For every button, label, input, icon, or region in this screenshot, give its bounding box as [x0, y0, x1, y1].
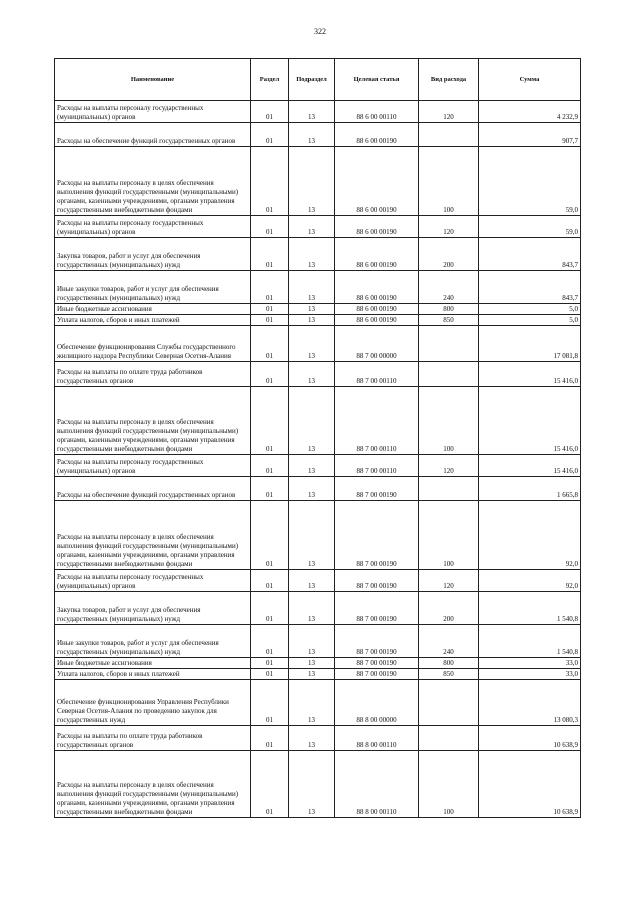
header-summa: Сумма [479, 59, 581, 101]
cell-vid: 120 [419, 570, 479, 592]
cell-celevaya: 88 7 00 00110 [335, 362, 419, 387]
cell-vid: 120 [419, 101, 479, 123]
table-row [55, 271, 581, 304]
cell-celevaya: 88 6 00 00190 [335, 123, 419, 147]
budget-table [54, 58, 581, 818]
cell-podrazdel: 13 [289, 123, 335, 147]
cell-podrazdel: 13 [289, 101, 335, 123]
table-row [55, 216, 581, 238]
table-row [55, 315, 581, 326]
header-vid-rashoda: Вид расхода [419, 59, 479, 101]
cell-celevaya: 88 7 00 00190 [335, 570, 419, 592]
header-razdel: Раздел [251, 59, 289, 101]
cell-podrazdel: 13 [289, 147, 335, 216]
cell-celevaya: 88 7 00 00000 [335, 326, 419, 362]
cell-vid: 100 [419, 147, 479, 216]
cell-podrazdel: 13 [289, 271, 335, 304]
cell-vid: 120 [419, 455, 479, 477]
cell-podrazdel: 13 [289, 658, 335, 669]
cell-celevaya: 88 7 00 00190 [335, 501, 419, 570]
cell-vid [419, 362, 479, 387]
cell-summa: 1 665,8 [479, 477, 581, 501]
cell-name: Расходы на выплаты по оплате труда работников государственных органов [55, 362, 251, 387]
cell-summa: 10 638,9 [479, 751, 581, 818]
cell-summa: 92,0 [479, 570, 581, 592]
table-row [55, 570, 581, 592]
cell-razdel: 01 [251, 625, 289, 658]
cell-name: Расходы на выплаты персоналу в целях обеспечения выполнения функций государственными (муниципальными) органами, казенными учреждениями, органами управления государственными внебюджетными фондами [55, 387, 251, 455]
cell-celevaya: 88 6 00 00190 [335, 238, 419, 271]
table-row [55, 362, 581, 387]
table-row [55, 123, 581, 147]
cell-podrazdel: 13 [289, 592, 335, 625]
cell-vid: 100 [419, 387, 479, 455]
table-row [55, 669, 581, 680]
cell-razdel: 01 [251, 592, 289, 625]
table-row [55, 387, 581, 455]
cell-summa: 10 638,9 [479, 726, 581, 751]
cell-celevaya: 88 7 00 00190 [335, 625, 419, 658]
cell-podrazdel: 13 [289, 625, 335, 658]
cell-name: Расходы на выплаты персоналу в целях обеспечения выполнения функций государственными (муниципальными) органами, казенными учреждениями, органами управления государственными внебюджетными фондами [55, 501, 251, 570]
page-number: 322 [314, 27, 326, 36]
cell-vid: 120 [419, 216, 479, 238]
cell-celevaya: 88 6 00 00190 [335, 147, 419, 216]
cell-podrazdel: 13 [289, 216, 335, 238]
cell-summa: 59,0 [479, 147, 581, 216]
cell-celevaya: 88 6 00 00190 [335, 315, 419, 326]
cell-celevaya: 88 8 00 00110 [335, 751, 419, 818]
cell-vid: 100 [419, 501, 479, 570]
cell-podrazdel: 13 [289, 669, 335, 680]
cell-podrazdel: 13 [289, 304, 335, 315]
cell-name: Уплата налогов, сборов и иных платежей [55, 669, 251, 680]
cell-celevaya: 88 6 00 00110 [335, 101, 419, 123]
header-podrazdel: Подраздел [289, 59, 335, 101]
cell-podrazdel: 13 [289, 477, 335, 501]
cell-summa: 907,7 [479, 123, 581, 147]
header-row [55, 59, 581, 101]
cell-vid [419, 123, 479, 147]
cell-vid: 240 [419, 625, 479, 658]
cell-name: Расходы на выплаты персоналу государственных (муниципальных) органов [55, 101, 251, 123]
cell-razdel: 01 [251, 726, 289, 751]
cell-summa: 5,0 [479, 304, 581, 315]
table-row [55, 477, 581, 501]
cell-name: Закупка товаров, работ и услуг для обеспечения государственных (муниципальных) нужд [55, 592, 251, 625]
cell-podrazdel: 13 [289, 362, 335, 387]
cell-summa: 4 232,9 [479, 101, 581, 123]
cell-podrazdel: 13 [289, 501, 335, 570]
cell-celevaya: 88 6 00 00190 [335, 304, 419, 315]
cell-name: Расходы на выплаты персоналу государственных (муниципальных) органов [55, 216, 251, 238]
cell-vid: 800 [419, 658, 479, 669]
cell-podrazdel: 13 [289, 238, 335, 271]
cell-summa: 15 416,0 [479, 387, 581, 455]
cell-name: Расходы на выплаты персоналу государственных (муниципальных) органов [55, 455, 251, 477]
cell-podrazdel: 13 [289, 326, 335, 362]
cell-summa: 843,7 [479, 238, 581, 271]
cell-summa: 15 416,0 [479, 455, 581, 477]
cell-celevaya: 88 7 00 00190 [335, 669, 419, 680]
cell-summa: 13 080,3 [479, 680, 581, 726]
cell-podrazdel: 13 [289, 726, 335, 751]
cell-vid [419, 326, 479, 362]
cell-vid [419, 680, 479, 726]
table-row [55, 326, 581, 362]
cell-vid: 200 [419, 238, 479, 271]
cell-podrazdel: 13 [289, 315, 335, 326]
cell-podrazdel: 13 [289, 455, 335, 477]
cell-podrazdel: 13 [289, 570, 335, 592]
cell-summa: 15 416,0 [479, 362, 581, 387]
cell-summa: 17 081,8 [479, 326, 581, 362]
cell-razdel: 01 [251, 123, 289, 147]
cell-razdel: 01 [251, 455, 289, 477]
cell-vid [419, 726, 479, 751]
cell-summa: 59,0 [479, 216, 581, 238]
cell-celevaya: 88 7 00 00190 [335, 592, 419, 625]
cell-razdel: 01 [251, 362, 289, 387]
cell-razdel: 01 [251, 304, 289, 315]
cell-podrazdel: 13 [289, 387, 335, 455]
cell-name: Расходы на выплаты по оплате труда работников государственных органов [55, 726, 251, 751]
cell-name: Расходы на выплаты персоналу в целях обеспечения выполнения функций государственными (муниципальными) органами, казенными учреждениями, органами управления государственными внебюджетными фондами [55, 147, 251, 216]
cell-summa: 843,7 [479, 271, 581, 304]
cell-name: Расходы на выплаты персоналу государственных (муниципальных) органов [55, 570, 251, 592]
table-row [55, 658, 581, 669]
cell-name: Иные бюджетные ассигнования [55, 658, 251, 669]
cell-celevaya: 88 8 00 00110 [335, 726, 419, 751]
cell-name: Расходы на выплаты персоналу в целях обеспечения выполнения функций государственными (муниципальными) органами, казенными учреждениями, органами управления государственными внебюджетными фондами [55, 751, 251, 818]
cell-celevaya: 88 6 00 00190 [335, 216, 419, 238]
cell-celevaya: 88 7 00 00110 [335, 455, 419, 477]
cell-name: Иные бюджетные ассигнования [55, 304, 251, 315]
cell-vid: 200 [419, 592, 479, 625]
cell-name: Иные закупки товаров, работ и услуг для обеспечения государственных (муниципальных) нужд [55, 625, 251, 658]
cell-razdel: 01 [251, 238, 289, 271]
cell-podrazdel: 13 [289, 751, 335, 818]
cell-razdel: 01 [251, 315, 289, 326]
cell-razdel: 01 [251, 680, 289, 726]
cell-celevaya: 88 7 00 00190 [335, 658, 419, 669]
cell-razdel: 01 [251, 658, 289, 669]
cell-celevaya: 88 7 00 00110 [335, 387, 419, 455]
cell-razdel: 01 [251, 501, 289, 570]
table-row [55, 680, 581, 726]
table-row [55, 147, 581, 216]
cell-celevaya: 88 8 00 00000 [335, 680, 419, 726]
cell-razdel: 01 [251, 216, 289, 238]
header-celevaya-statya: Целевая статья [335, 59, 419, 101]
cell-razdel: 01 [251, 751, 289, 818]
table-row [55, 238, 581, 271]
cell-celevaya: 88 6 00 00190 [335, 271, 419, 304]
cell-name: Расходы на обеспечение функций государственных органов [55, 123, 251, 147]
cell-name: Обеспечение функционирования Управления Республики Северная Осетия-Алания по проведению закупок для государственных нужд [55, 680, 251, 726]
table-row [55, 501, 581, 570]
cell-razdel: 01 [251, 147, 289, 216]
cell-summa: 1 540,8 [479, 592, 581, 625]
cell-celevaya: 88 7 00 00190 [335, 477, 419, 501]
cell-razdel: 01 [251, 387, 289, 455]
cell-vid: 100 [419, 751, 479, 818]
cell-razdel: 01 [251, 101, 289, 123]
cell-summa: 33,0 [479, 658, 581, 669]
cell-name: Обеспечение функционирования Службы государственного жилищного надзора Республики Северная Осетия-Алания [55, 326, 251, 362]
cell-razdel: 01 [251, 326, 289, 362]
cell-summa: 33,0 [479, 669, 581, 680]
table-row [55, 592, 581, 625]
table-row [55, 751, 581, 818]
cell-name: Расходы на обеспечение функций государственных органов [55, 477, 251, 501]
table-row [55, 304, 581, 315]
cell-summa: 1 540,8 [479, 625, 581, 658]
cell-podrazdel: 13 [289, 680, 335, 726]
cell-razdel: 01 [251, 477, 289, 501]
cell-name: Иные закупки товаров, работ и услуг для обеспечения государственных (муниципальных) нужд [55, 271, 251, 304]
table-row [55, 726, 581, 751]
cell-razdel: 01 [251, 271, 289, 304]
table-row [55, 101, 581, 123]
cell-razdel: 01 [251, 570, 289, 592]
cell-summa: 92,0 [479, 501, 581, 570]
cell-vid: 850 [419, 315, 479, 326]
cell-vid [419, 477, 479, 501]
table-row [55, 455, 581, 477]
cell-razdel: 01 [251, 669, 289, 680]
cell-vid: 240 [419, 271, 479, 304]
cell-vid: 800 [419, 304, 479, 315]
cell-vid: 850 [419, 669, 479, 680]
cell-summa: 5,0 [479, 315, 581, 326]
cell-name: Закупка товаров, работ и услуг для обеспечения государственных (муниципальных) нужд [55, 238, 251, 271]
table-row [55, 625, 581, 658]
cell-name: Уплата налогов, сборов и иных платежей [55, 315, 251, 326]
header-name: Наименование [55, 59, 251, 101]
